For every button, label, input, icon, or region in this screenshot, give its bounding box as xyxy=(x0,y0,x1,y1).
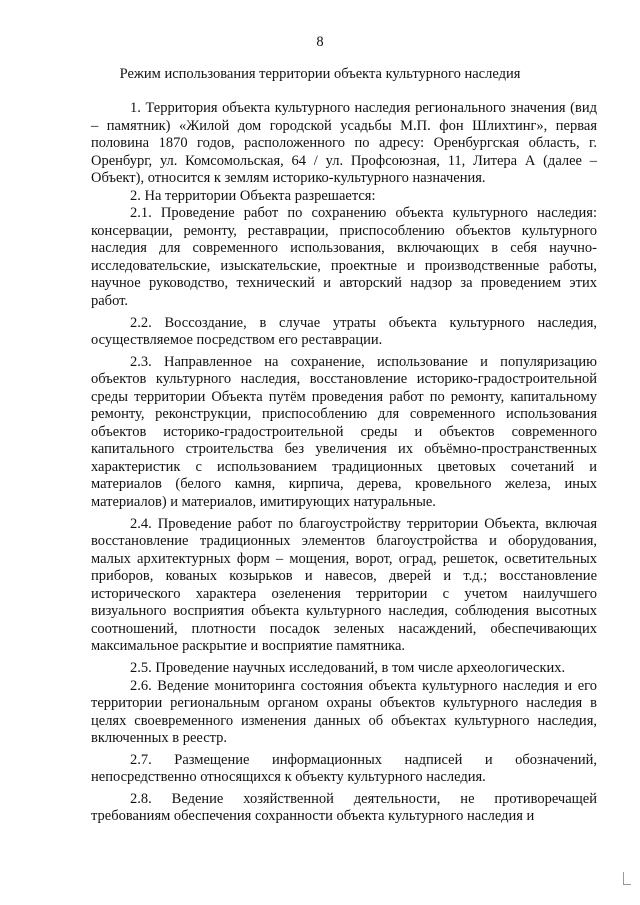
paragraph-2: 2. На территории Объекта разрешается: xyxy=(130,187,376,204)
paragraph-2-3: 2.3. Направленное на сохранение, использование и популяризацию объектов культурного наследия, восстановление историко-градостроительной среды территории Объекта путём проведения работ по ремонту, капитальному ремонту, реконструкции, приспособлению для современного использования объектов историко-градостроительной среды и объектов современного капитального строительства без увеличения их объёмно-пространственных характеристик с использованием традиционных цветовых сочетаний и материалов (белого камня, кирпича, дерева, кровельного железа, иных материалов) и материалов, имитирующих натуральные. xyxy=(91,353,597,511)
paragraph-1: 1. Территория объекта культурного наследия регионального значения (вид – памятник) «Жилой дом городской усадьбы М.П. фон Шлихтинг», первая половина 1870 годов, расположенного по адресу: Оренбургская область, г. Оренбург, ул. Комсомольская, 64 / ул. Профсоюзная, 11, Литера А (далее – Объект), относится к землям историко-культурного назначения. xyxy=(91,100,597,187)
document-body xyxy=(91,100,597,826)
page-number: 8 xyxy=(316,34,324,50)
paragraph-2-8: 2.8. Ведение хозяйственной деятельности, не противоречащей требованиям обеспечения сохранности объекта культурного наследия и xyxy=(91,790,597,825)
paragraph-2-5: 2.5. Проведение научных исследований, в том числе археологических. xyxy=(130,659,566,676)
paragraph-2-4: 2.4. Проведение работ по благоустройству территории Объекта, включая восстановление традиционных элементов благоустройства и оборудования, малых архитектурных форм – мощения, ворот, оград, решеток, осветительных приборов, кованых козырьков и навесов, дверей и т.д.; восстановление исторического характера озеленения территории с учетом наилучшего визуального восприятия объекта культурного наследия, соблюдения высотных соотношений, плотности посадок зеленых насаждений, обеспечивающих максимальное раскрытие и восприятие памятника. xyxy=(91,515,597,655)
paragraph-2-2: 2.2. Воссоздание, в случае утраты объекта культурного наследия, осуществляемое посредством его реставрации. xyxy=(91,314,597,349)
paragraph-2-6: 2.6. Ведение мониторинга состояния объекта культурного наследия и его территории региональным органом охраны объектов культурного наследия в целях своевременного изменения данных об объектах культурного наследия, включенных в реестр. xyxy=(91,677,597,747)
paragraph-2-7: 2.7. Размещение информационных надписей и обозначений, непосредственно относящихся к объекту культурного наследия. xyxy=(91,751,597,786)
paragraph-2-1: 2.1. Проведение работ по сохранению объекта культурного наследия: консервации, ремонту, реставрации, приспособлению объектов культурного наследия для современного использования, включающих в себя научно-исследовательские, изыскательские, проектные и производственные работы, научное руководство, технический и авторский надзор за проведением этих работ. xyxy=(91,205,597,310)
section-title: Режим использования территории объекта культурного наследия xyxy=(119,66,521,82)
scan-edge-mark xyxy=(623,872,631,885)
